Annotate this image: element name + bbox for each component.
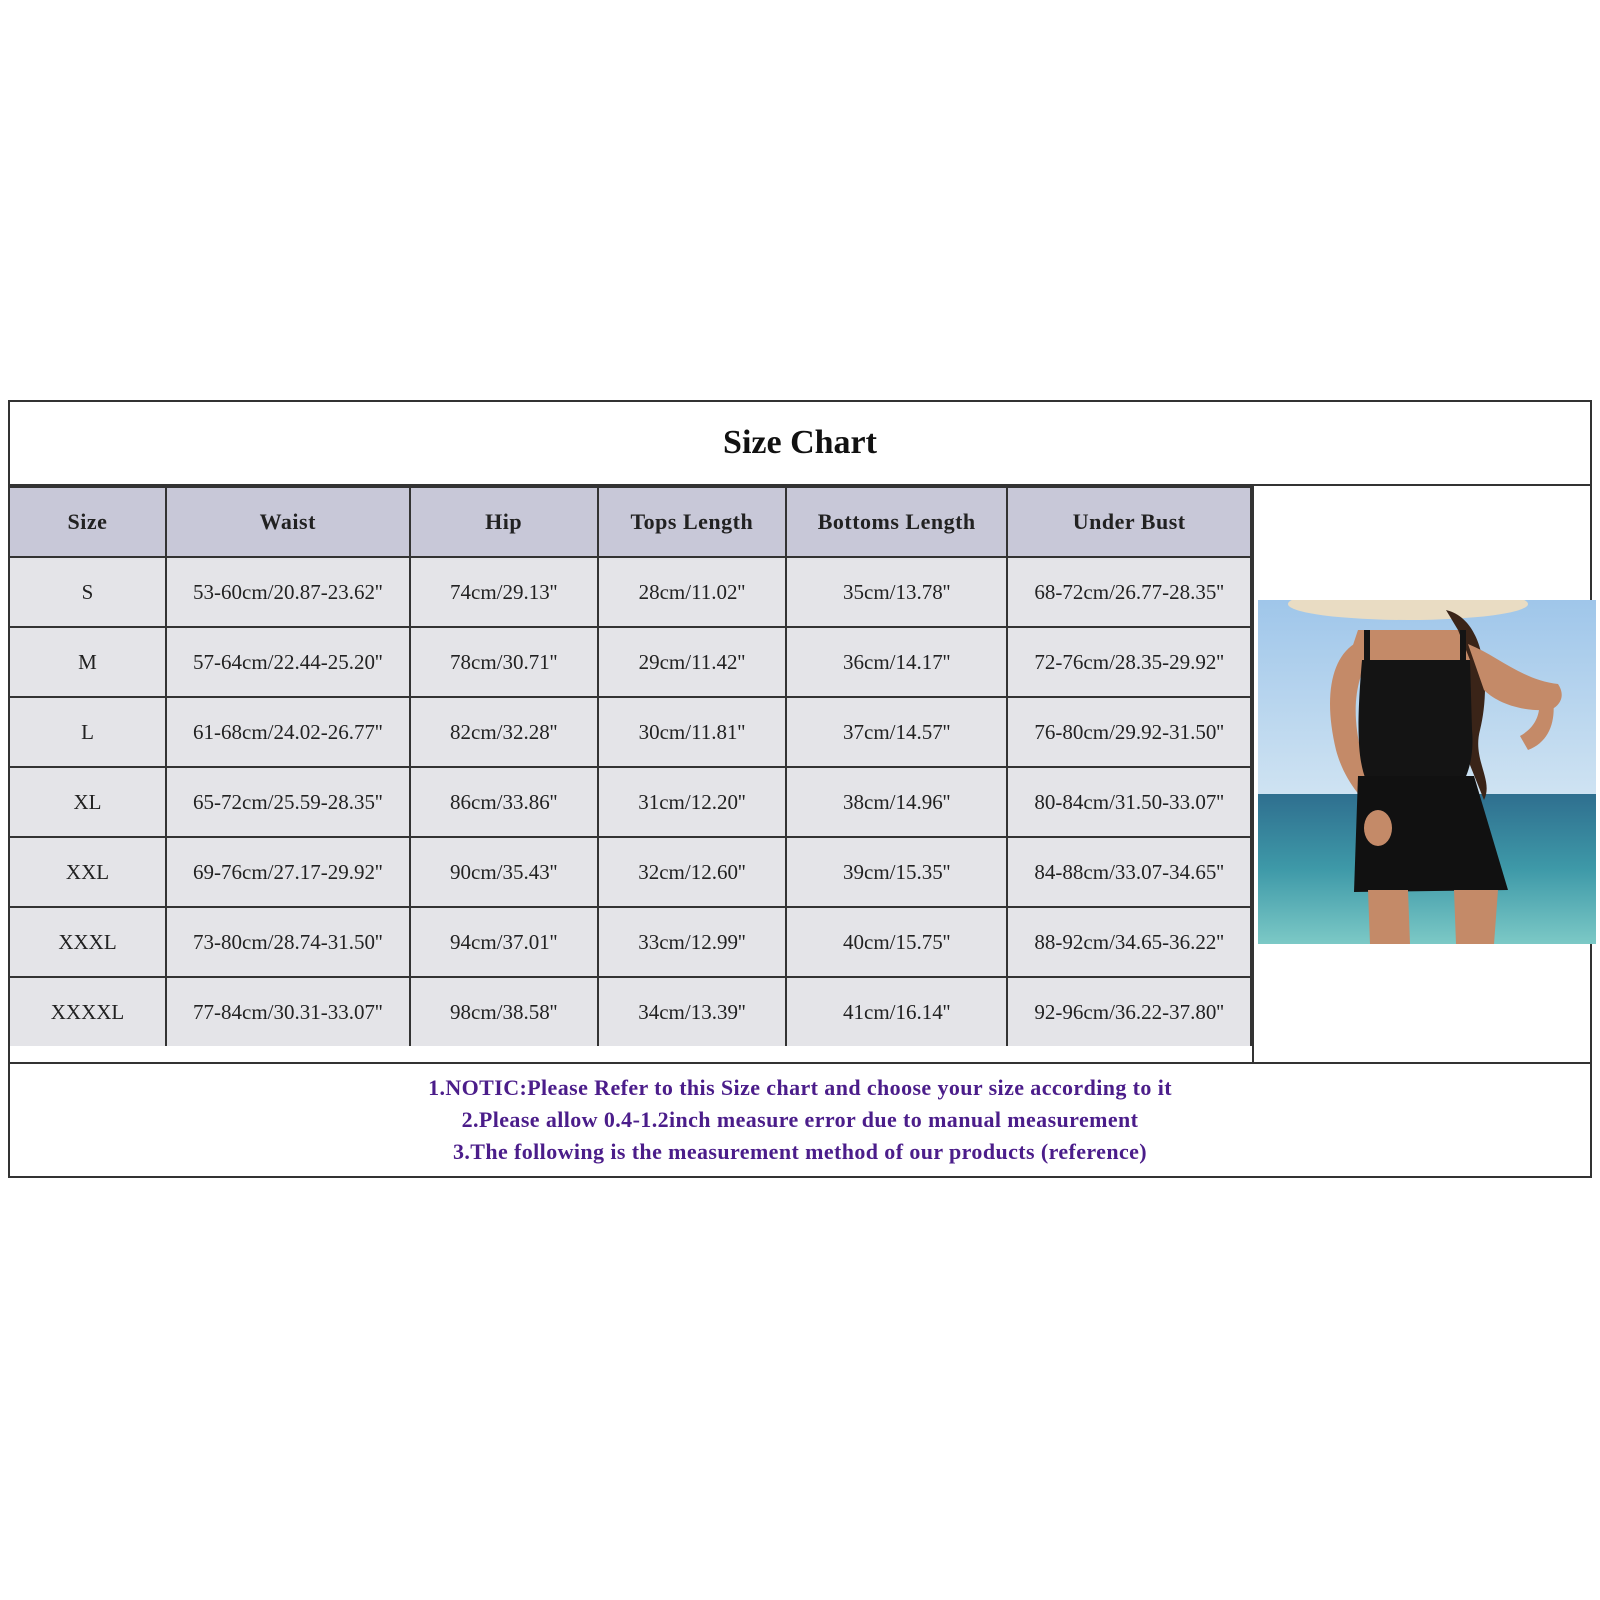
waist-cell: 69-76cm/27.17-29.92'' [166, 837, 410, 907]
hip-cell: 78cm/30.71'' [410, 627, 598, 697]
tops-length-cell: 34cm/13.39'' [598, 977, 786, 1046]
waist-cell: 77-84cm/30.31-33.07'' [166, 977, 410, 1046]
size-table [10, 486, 1252, 1046]
size-cell: L [10, 697, 166, 767]
header-hip: Hip [410, 487, 598, 557]
waist-cell: 53-60cm/20.87-23.62'' [166, 557, 410, 627]
bottoms-length-cell: 37cm/14.57'' [786, 697, 1007, 767]
bottoms-length-cell: 38cm/14.96'' [786, 767, 1007, 837]
bottoms-length-cell: 40cm/15.75'' [786, 907, 1007, 977]
size-cell: XXXL [10, 907, 166, 977]
waist-cell: 65-72cm/25.59-28.35'' [166, 767, 410, 837]
note-line-1: 1.NOTIC:Please Refer to this Size chart and choose your size according to it [428, 1075, 1172, 1100]
table-header-row [10, 487, 1251, 557]
hip-cell: 94cm/37.01'' [410, 907, 598, 977]
table-row [10, 627, 1251, 697]
under-bust-cell: 68-72cm/26.77-28.35'' [1007, 557, 1251, 627]
note-line-3: 3.The following is the measurement method of our products (reference) [452, 1139, 1148, 1164]
hip-cell: 82cm/32.28'' [410, 697, 598, 767]
tops-length-cell: 33cm/12.99'' [598, 907, 786, 977]
table-row [10, 557, 1251, 627]
hip-cell: 74cm/29.13'' [410, 557, 598, 627]
hip-cell: 90cm/35.43'' [410, 837, 598, 907]
hip-cell: 98cm/38.58'' [410, 977, 598, 1046]
tops-length-cell: 31cm/12.20'' [598, 767, 786, 837]
tops-length-cell: 32cm/12.60'' [598, 837, 786, 907]
table-row [10, 837, 1251, 907]
tops-length-cell: 29cm/11.42'' [598, 627, 786, 697]
table-row [10, 767, 1251, 837]
waist-cell: 73-80cm/28.74-31.50'' [166, 907, 410, 977]
header-size: Size [10, 487, 166, 557]
model-illustration [1258, 600, 1596, 944]
under-bust-cell: 92-96cm/36.22-37.80'' [1007, 977, 1251, 1046]
bottoms-length-cell: 36cm/14.17'' [786, 627, 1007, 697]
under-bust-cell: 88-92cm/34.65-36.22'' [1007, 907, 1251, 977]
size-cell: XXL [10, 837, 166, 907]
notes-section [10, 1062, 1590, 1176]
under-bust-cell: 72-76cm/28.35-29.92'' [1007, 627, 1251, 697]
size-cell: M [10, 627, 166, 697]
size-chart [8, 400, 1592, 1178]
bottoms-length-cell: 35cm/13.78'' [786, 557, 1007, 627]
hip-cell: 86cm/33.86'' [410, 767, 598, 837]
tops-length-cell: 30cm/11.81'' [598, 697, 786, 767]
size-cell: XL [10, 767, 166, 837]
bottoms-length-cell: 41cm/16.14'' [786, 977, 1007, 1046]
header-under-bust: Under Bust [1007, 487, 1251, 557]
chart-title: Size Chart [723, 424, 877, 461]
under-bust-cell: 84-88cm/33.07-34.65'' [1007, 837, 1251, 907]
waist-cell: 57-64cm/22.44-25.20'' [166, 627, 410, 697]
note-line-2: 2.Please allow 0.4-1.2inch measure error due to manual measurement [461, 1107, 1139, 1132]
under-bust-cell: 76-80cm/29.92-31.50'' [1007, 697, 1251, 767]
tops-length-cell: 28cm/11.02'' [598, 557, 786, 627]
header-bottoms-length: Bottoms Length [786, 487, 1007, 557]
table-row [10, 697, 1251, 767]
header-waist: Waist [166, 487, 410, 557]
table-row [10, 907, 1251, 977]
product-photo-cell [1252, 486, 1590, 1062]
product-photo [1258, 600, 1596, 944]
size-cell: XXXXL [10, 977, 166, 1046]
header-tops-length: Tops Length [598, 487, 786, 557]
table-row [10, 977, 1251, 1046]
under-bust-cell: 80-84cm/31.50-33.07'' [1007, 767, 1251, 837]
bottoms-length-cell: 39cm/15.35'' [786, 837, 1007, 907]
title-row [10, 402, 1590, 486]
size-cell: S [10, 557, 166, 627]
waist-cell: 61-68cm/24.02-26.77'' [166, 697, 410, 767]
